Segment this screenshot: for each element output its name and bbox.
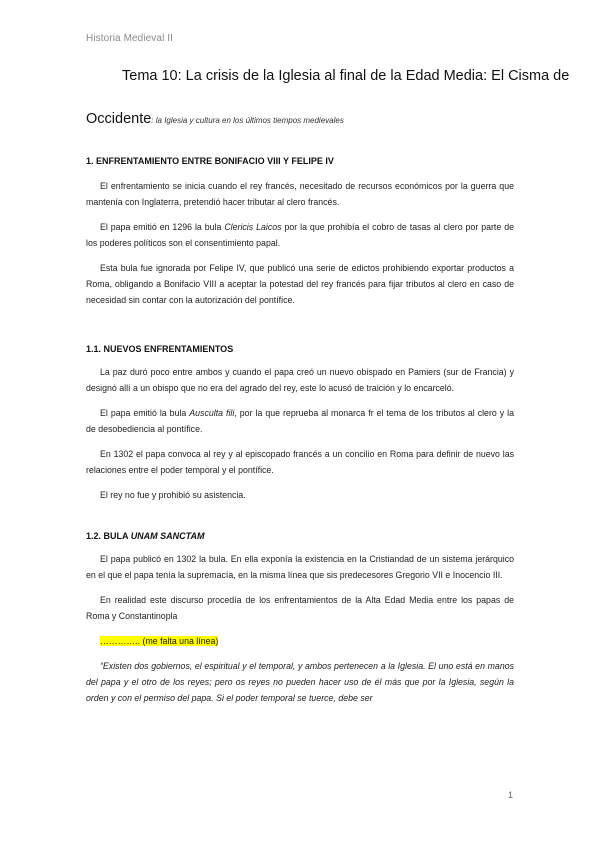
heading-bull-name: UNAM SANCTAM: [130, 531, 205, 541]
section-1-heading: 1. ENFRENTAMIENTO ENTRE BONIFACIO VIII Y FELIPE IV: [86, 156, 334, 166]
page-number: 1: [507, 790, 513, 800]
document-title-line2: [86, 106, 514, 132]
section-1-2-heading: [86, 529, 514, 543]
missing-line-note: [86, 633, 514, 649]
text-run: El papa emitió en 1296 la bula: [100, 222, 225, 232]
bull-name-clericis-laicos: Clericis Laicos: [224, 222, 282, 232]
section-1-2-paragraph-2: En realidad este discurso procedía de los enfrentamientos de la Alta Edad Media entre los papas de Roma y Constantinopla: [86, 595, 514, 621]
section-1-paragraph-1: El enfrentamiento se inicia cuando el rey francés, necesitado de recursos económicos por la guerra que mantenía con Inglaterra, pretendió hacer tributar al clero francés.: [86, 181, 514, 207]
text-run: , por la que reprueba al monarca fr el tema de los tributos al clero y la de desobediencia al pontífice.: [86, 408, 514, 434]
text-run: El papa emitió la bula: [100, 408, 190, 418]
section-1-paragraph-2: [86, 219, 514, 251]
section-1-1-paragraph-3: En 1302 el papa convoca al rey y al episcopado francés a un concilio en Roma para definir de nuevo las relaciones entre el poder temporal y el pontífice.: [86, 449, 514, 475]
heading-prefix: 1.2. BULA: [86, 531, 131, 541]
page-content: [86, 64, 570, 706]
section-1-2-paragraph-1: El papa publicó en 1302 la bula. En ella exponía la existencia en la Cristiandad de un sistema jerárquico en el que el papa tenía la supremacía, en la misma línea que sis predecesores Gregorio VII e Inocencio III.: [86, 554, 514, 580]
text-run: por la que prohibía el cobro de tasas al clero por parte de los poderes políticos son el consentimiento papal.: [86, 222, 514, 248]
section-1-paragraph-3: Esta bula fue ignorada por Felipe IV, que publicó una serie de edictos prohibiendo exportar productos a Roma, obligando a Bonifacio VIII a aceptar la potestad del rey francés para fijar tributos al clero en caso de necesidad sin contar con la autorización del pontífice.: [86, 263, 514, 305]
section-1-1-heading: 1.1. NUEVOS ENFRENTAMIENTOS: [86, 344, 234, 354]
document-title-line1: Tema 10: La crisis de la Iglesia al final de la Edad Media: El Cisma de: [122, 68, 570, 84]
section-1-1-paragraph-1: La paz duró poco entre ambos y cuando el papa creó un nuevo obispado en Pamiers (sur de Francia) y designó allí a un obispo que no era del agrado del rey, este lo acusó de traición y lo encarceló.: [86, 367, 514, 393]
document-title-word: Occidente: [86, 111, 152, 127]
section-1-1-paragraph-4: El rey no fue y prohibió su asistencia.: [100, 490, 246, 500]
highlighted-note: ………….. (me falta una línea): [100, 636, 219, 646]
document-subtitle: : la Iglesia y cultura en los últimos tiempos medievales: [151, 116, 344, 125]
quote-paragraph: “Existen dos gobiernos, el espiritual y el temporal, y ambos pertenecen a la Iglesia. El uno está en manos del papa y el otro de los reyes; pero os reyes no pueden hacer uso de él más que por la Iglesia, según la orden y con el permiso del papa. Si el poder temporal se tuerce, debe ser: [86, 661, 514, 703]
section-1-1-paragraph-2: [86, 405, 514, 437]
bull-name-ausculta-fili: Ausculta fili: [189, 408, 235, 418]
running-header: Historia Medieval II: [86, 33, 174, 44]
